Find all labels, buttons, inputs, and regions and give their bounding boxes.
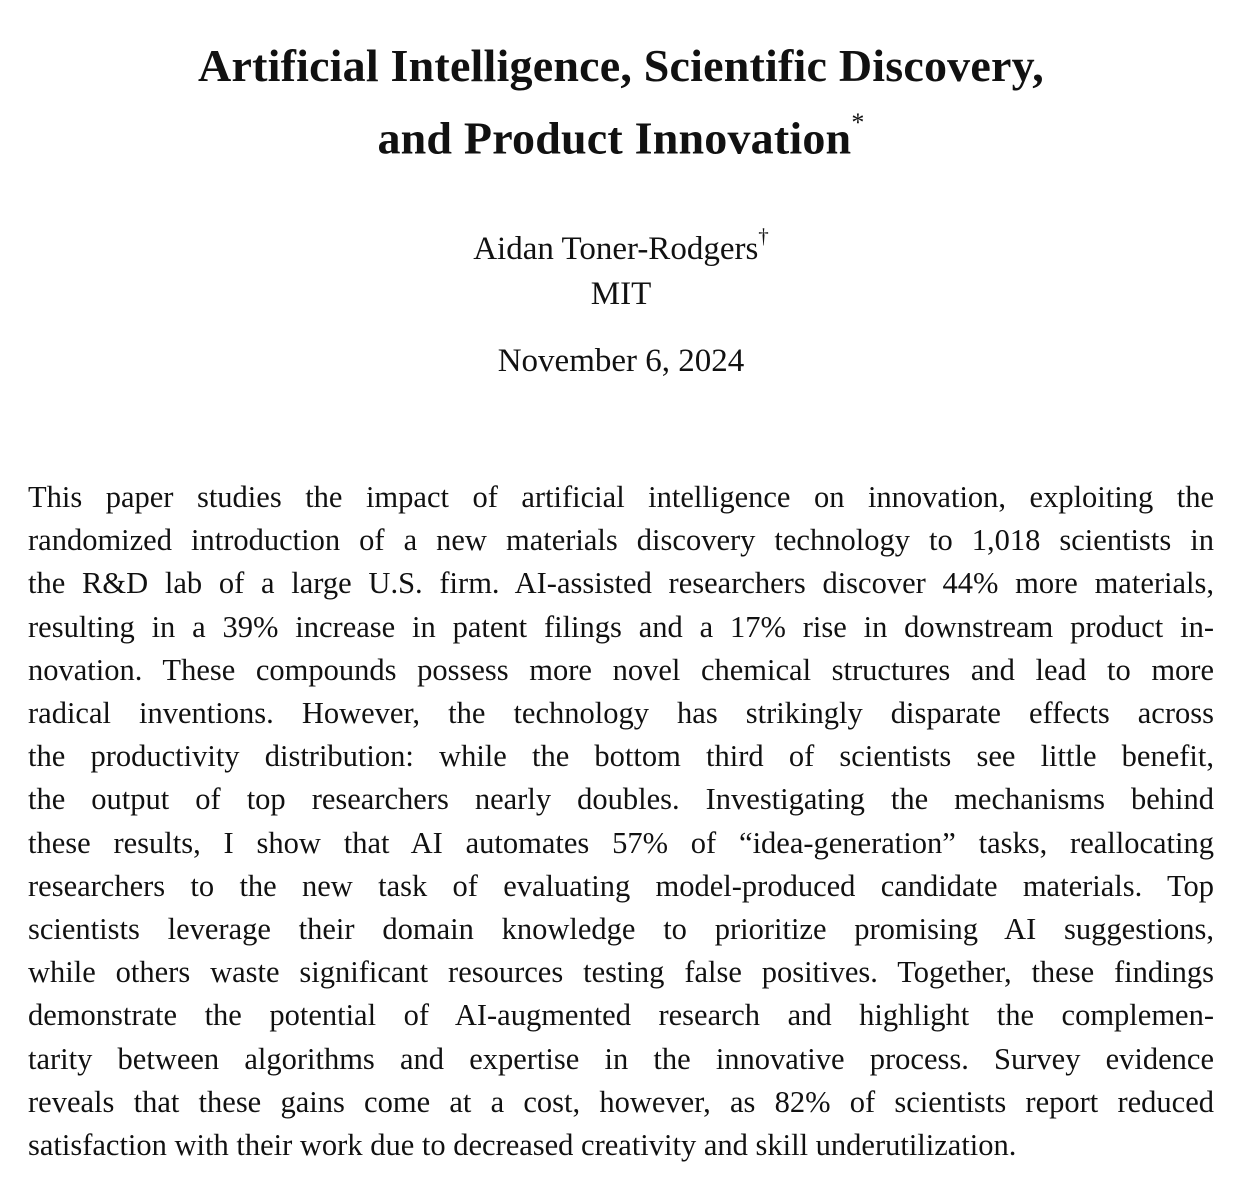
paper-title-line-2 — [0, 97, 1242, 169]
abstract-line: demonstrate the potential of AI-augmented research and highlight the complemen- — [28, 998, 1214, 1033]
title-footnote-marker: * — [851, 108, 865, 137]
abstract-line: reveals that these gains come at a cost, however, as 82% of scientists report reduced — [28, 1084, 1214, 1119]
author-footnote-marker: † — [758, 224, 769, 248]
abstract-line: the productivity distribution: while the bottom third of scientists see little benefit, — [28, 739, 1214, 774]
abstract-line: resulting in a 39% increase in patent filings and a 17% rise in downstream product in- — [28, 609, 1214, 644]
abstract-line: the R&D lab of a large U.S. firm. AI-assisted researchers discover 44% more materials, — [28, 566, 1214, 601]
abstract-line: researchers to the new task of evaluating model-produced candidate materials. Top — [28, 868, 1214, 903]
abstract-line: radical inventions. However, the technology has strikingly disparate effects across — [28, 696, 1214, 731]
paper-title-line-2-text: and Product Innovation — [377, 112, 852, 164]
abstract — [28, 476, 1214, 1167]
abstract-line: novation. These compounds possess more novel chemical structures and lead to more — [28, 652, 1214, 687]
abstract-line: tarity between algorithms and expertise in the innovative process. Survey evidence — [28, 1041, 1214, 1076]
publication-date: November 6, 2024 — [497, 343, 745, 379]
abstract-line: these results, I show that AI automates 57% of “idea-generation” tasks, reallocating — [28, 825, 1214, 860]
paper-title — [0, 34, 1242, 169]
abstract-line: This paper studies the impact of artificial intelligence on innovation, exploiting the — [28, 480, 1214, 514]
abstract-line: scientists leverage their domain knowledge to prioritize promising AI suggestions, — [28, 912, 1214, 947]
abstract-line: while others waste significant resources testing false positives. Together, these findings — [28, 955, 1214, 990]
abstract-line: satisfaction with their work due to decreased creativity and skill underutilization. — [28, 1128, 1017, 1163]
paper-title-line-1: Artificial Intelligence, Scientific Discovery, — [198, 40, 1044, 91]
author-name: Aidan Toner-Rodgers — [473, 231, 759, 267]
abstract-line: the output of top researchers nearly doubles. Investigating the mechanisms behind — [28, 782, 1214, 817]
abstract-line: randomized introduction of a new materials discovery technology to 1,018 scientists in — [28, 523, 1214, 558]
author-block — [0, 218, 1242, 317]
author-line — [0, 218, 1242, 272]
author-affiliation: MIT — [590, 276, 652, 312]
